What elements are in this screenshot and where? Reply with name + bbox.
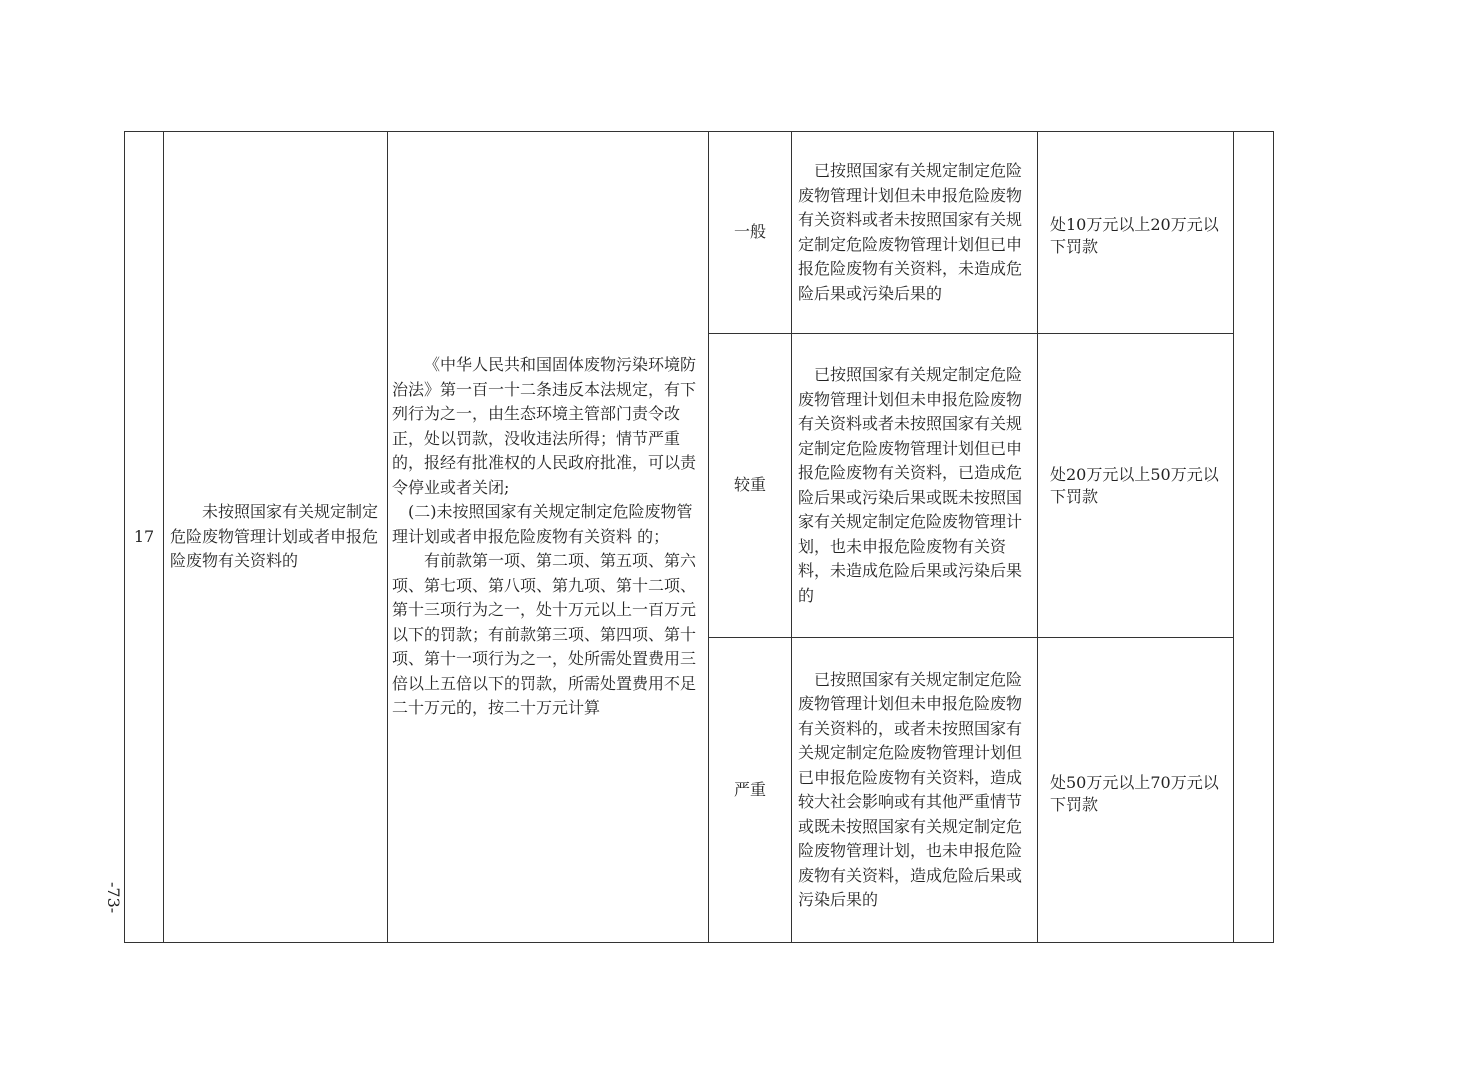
condition-text: 已按照国家有关规定制定危险废物管理计划但未申报危险废物有关资料或者未按照国家有关规定制定危险废物管理计划但已申报危险废物有关资料，已造成危险后果或污染后果或既未按照国家有关规定制定危险废物管理计划，也未申报危险废物有关资料，未造成危险后果或污染后果的 <box>798 365 1023 605</box>
level-cell-general <box>709 132 792 334</box>
level-label: 较重 <box>733 475 766 495</box>
penalty-text: 处50万元以上70万元以下罚款 <box>1050 773 1219 814</box>
condition-cell-serious <box>792 334 1038 638</box>
legal-basis-clause-1: 《中华人民共和国固体废物污染环境防治法》第一百一十二条违反本法规定，有下列行为之一，由生态环境主管部门责令改正，处以罚款，没收违法所得；情节严重的，报经有批准权的人民政府批准，可以责令停业或者关闭; <box>392 355 697 497</box>
legal-basis-clause-3: 有前款第一项、第二项、第五项、第六项、第七项、第八项、第九项、第十二项、第十三项行为之一，处十万元以上一百万元以下的罚款；有前款第三项、第四项、第十项、第十一项行为之一，处所需处置费用三倍以上五倍以下的罚款，所需处置费用不足二十万元的，按二十万元计算 <box>392 551 697 718</box>
violation-behavior-cell <box>164 132 388 943</box>
legal-basis-cell <box>388 132 709 943</box>
penalty-discretion-table <box>124 131 1274 943</box>
page-number: -73- <box>104 882 123 914</box>
penalty-text: 处10万元以上20万元以下罚款 <box>1050 215 1219 256</box>
violation-behavior: 未按照国家有关规定制定危险废物管理计划或者申报危险废物有关资料的 <box>170 502 379 571</box>
penalty-text: 处20万元以上50万元以下罚款 <box>1050 465 1219 506</box>
condition-cell-severe <box>792 638 1038 943</box>
level-label: 严重 <box>733 779 766 799</box>
penalty-cell-severe <box>1038 638 1234 943</box>
condition-text: 已按照国家有关规定制定危险废物管理计划但未申报危险废物有关资料或者未按照国家有关规定制定危险废物管理计划但已申报危险废物有关资料，未造成危险后果或污染后果的 <box>798 161 1023 303</box>
legal-basis-clause-2: (二)未按照国家有关规定制定危险废物管理计划或者申报危险废物有关资料 的； <box>392 502 693 546</box>
condition-text: 已按照国家有关规定制定危险废物管理计划但未申报危险废物有关资料的，或者未按照国家有关规定制定危险废物管理计划但已申报危险废物有关资料，造成较大社会影响或有其他严重情节或既未按照国家有关规定制定危险废物管理计划，也未申报危险废物有关资料，造成危险后果或污染后果的 <box>798 669 1023 909</box>
level-cell-severe <box>709 638 792 943</box>
level-label: 一般 <box>733 222 766 242</box>
penalty-cell-serious <box>1038 334 1234 638</box>
remarks-cell <box>1234 132 1274 943</box>
penalty-cell-general <box>1038 132 1234 334</box>
level-cell-serious <box>709 334 792 638</box>
condition-cell-general <box>792 132 1038 334</box>
row-number-cell <box>125 132 164 943</box>
row-number: 17 <box>133 526 155 546</box>
